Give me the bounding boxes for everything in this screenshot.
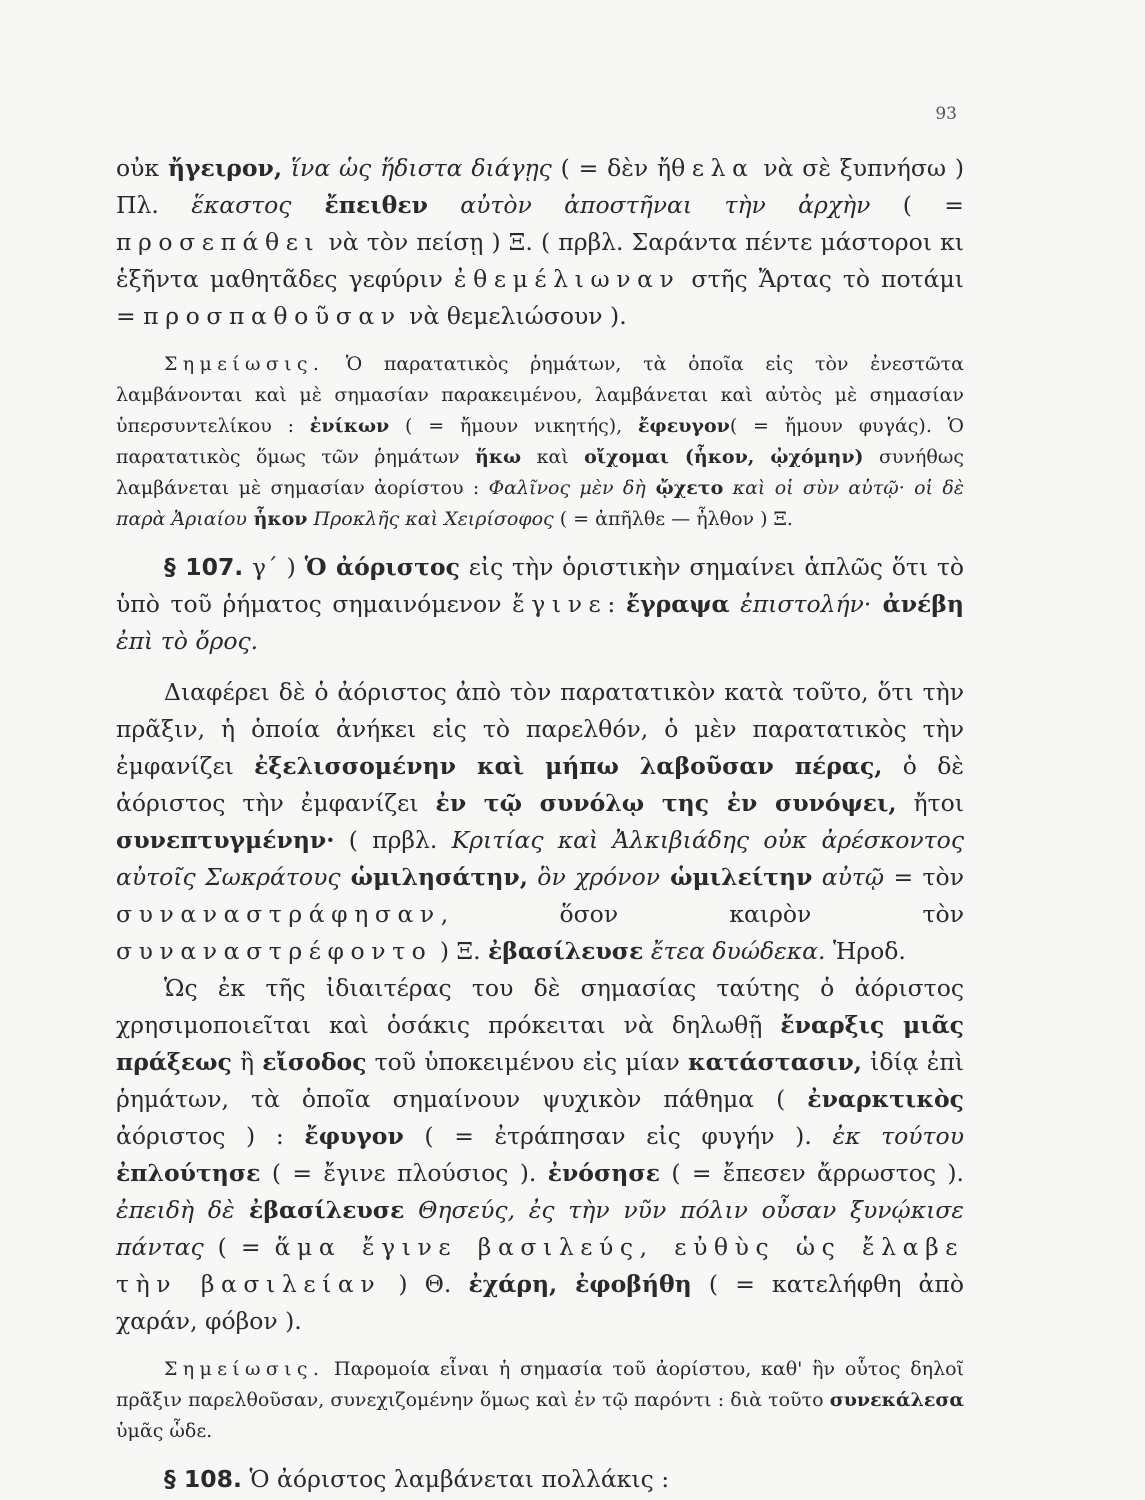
note-continuing-aorist: Σημείωσις. Παρομοία εἶναι ἡ σημασία τοῦ ἀορίστου, καθ' ἣν οὗτος δηλοῖ πρᾶξιν παρελθοῦσαν, συνεχιζομένην ὅμως καὶ ἐν τῷ παρόντι : διὰ τοῦτο συνεκάλεσα ὑμᾶς ὧδε. [116,1358,964,1442]
paragraph-aorist-difference: Διαφέρει δὲ ὁ ἀόριστος ἀπὸ τὸν παρατατικὸν κατὰ τοῦτο, ὅτι τὴν πρᾶξιν, ἡ ὁποία ἀνήκει εἰς τὸ παρελθόν, ὁ μὲν παρατατικὸς τὴν ἐμφανίζει ἐξελισσομένην καὶ μήπω λαβοῦσαν πέρας, ὁ δὲ ἀόριστος τὴν ἐμφανίζει ἐν τῷ συνόλῳ της ἐν συνόψει, ἤτοι συνεπτυγμένην· ( πρβλ. Κριτίας καὶ Ἀλκιβιάδης οὐκ ἀρέσκοντος αὐτοῖς Σωκράτους ὡμιλησάτην, ὃν χρόνον ὡμιλείτην αὐτῷ = τὸν συναναστράφησαν, ὅσον καιρὸν τὸν συναναστρέφοντο ) Ξ. ἐβασίλευσε ἔτεα δυώδεκα. Ἡροδ. [116,678,964,965]
page-number: 93 [935,104,957,124]
paragraph-inceptive-aorist: Ὡς ἐκ τῆς ἰδιαιτέρας του δὲ σημασίας ταύτης ὁ ἀόριστος χρησιμοποιεῖται καὶ ὁσάκις πρόκειται νὰ δηλωθῇ ἔναρξις μιᾶς πράξεως ἢ εἴσοδος τοῦ ὑποκειμένου εἰς μίαν κατάστασιν, ἰδίᾳ ἐπὶ ῥημάτων, τὰ ὁποῖα σημαίνουν ψυχικὸν πάθημα ( ἐναρκτικὸς ἀόριστος ) : ἔφυγον ( = ἐτράπησαν εἰς φυγήν ). ἐκ τούτου ἐπλούτησε ( = ἔγινε πλούσιος ). ἐνόσησε ( = ἔπεσεν ἄρρωστος ). ἐπειδὴ δὲ ἐβασίλευσε Θησεύς, ἐς τὴν νῦν πόλιν οὖσαν ξυνῴκισε πάντας ( = ἅμα ἔγινε βασιλεύς, εὐθὺς ὡς ἔλαβε τὴν βασιλείαν ) Θ. ἐχάρη, ἐφοβήθη ( = κατελήφθη ἀπὸ χαράν, φόβον ). [116,974,965,1335]
section-108: § 108. Ὁ ἀόριστος λαμβάνεται πολλάκις : [164,1465,670,1493]
note-pluperfect: Σημείωσις. Ὁ παρατατικὸς ῥημάτων, τὰ ὁποῖα εἰς τὸν ἐνεστῶτα λαμβάνονται καὶ μὲ σημασίαν παρακειμένου, λαμβάνεται καὶ αὐτὸς μὲ σημασίαν ὑπερσυντελίκου : ἐνίκων ( = ἤμουν νικητής), ἔφευγον( = ἤμουν φυγάς). Ὁ παρατατικὸς ὅμως τῶν ῥημάτων ἥκω καὶ οἴχομαι (ἧκον, ᾠχόμην) συνήθως λαμβάνεται μὲ σημασίαν ἀορίστου : Φαλῖνος μὲν δὴ ᾤχετο καὶ οἱ σὺν αὐτῷ· οἱ δὲ παρὰ Ἀριαίου ἧκον Προκλῆς καὶ Χειρίσοφος ( = ἀπῆλθε — ἦλθον ) Ξ. [116,353,964,530]
section-107: § 107. γ΄ ) Ὁ ἀόριστος εἰς τὴν ὁριστικὴν σημαίνει ἁπλῶς ὅτι τὸ ὑπὸ τοῦ ῥήματος σημαινόμενον ἔγινε: ἔγραψα ἐπιστολήν· ἀνέβη ἐπὶ τὸ ὄρος. [116,553,965,655]
section-number: § 108. [164,1465,242,1493]
section-number: § 107. [164,553,244,581]
paragraph-imperfect-examples: οὐκ ἤγειρον, ἵνα ὡς ἥδιστα διάγῃς ( = δὲν ἤθελα νὰ σὲ ξυπνήσω ) Πλ. ἕκαστος ἔπειθεν αὐτὸν ἀποστῆναι τὴν ἀρχὴν ( = προσεπάθει νὰ τὸν πείσῃ ) Ξ. ( πρβλ. Σαράντα πέντε μάστοροι κι ἑξῆντα μαθητᾶδες γεφύριν ἐθεμέλιωναν στῆς Ἄρτας τὸ ποτάμι = προσπαθοῦσαν νὰ θεμελιώσουν ). [116,154,965,330]
page-body [116,150,964,1498]
